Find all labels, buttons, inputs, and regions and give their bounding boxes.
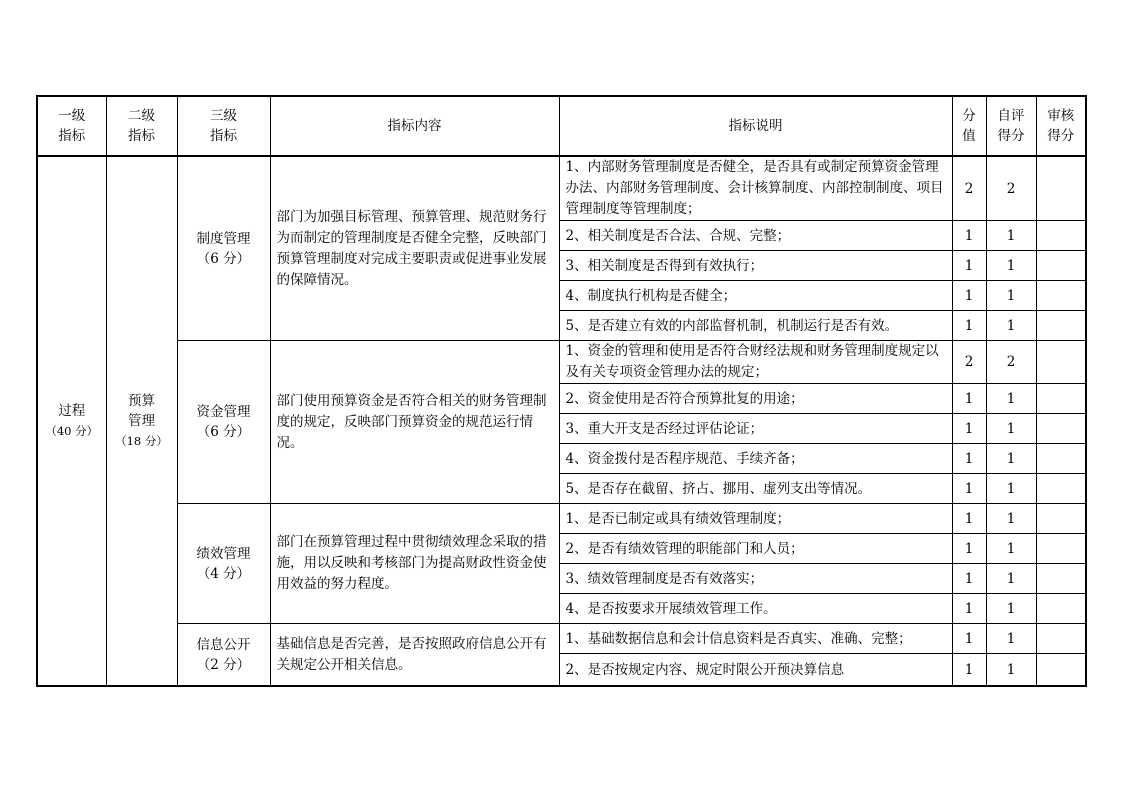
points-cell: 1 <box>952 624 986 654</box>
self-score-cell: 1 <box>986 624 1036 654</box>
points-cell: 2 <box>952 156 986 221</box>
self-score-cell: 1 <box>986 504 1036 534</box>
level3-cell <box>177 156 270 341</box>
level2-cell <box>106 156 177 686</box>
audit-score-cell <box>1036 504 1086 534</box>
level3-score: （2 分） <box>196 656 251 673</box>
points-cell: 1 <box>952 281 986 311</box>
points-cell: 1 <box>952 534 986 564</box>
points-cell: 1 <box>952 504 986 534</box>
header-level3: 三级 指标 <box>177 96 270 156</box>
header-content: 指标内容 <box>270 96 559 156</box>
audit-score-cell <box>1036 156 1086 221</box>
level3-name: 绩效管理 <box>196 545 251 562</box>
description-cell: 2、相关制度是否合法、合规、完整； <box>559 221 952 251</box>
points-cell: 1 <box>952 251 986 281</box>
points-cell: 1 <box>952 311 986 341</box>
description-cell: 2、是否有绩效管理的职能部门和人员； <box>559 534 952 564</box>
level1-score: （40 分） <box>45 424 99 438</box>
points-cell: 1 <box>952 594 986 624</box>
audit-score-cell <box>1036 341 1086 384</box>
content-cell: 部门使用预算资金是否符合相关的财务管理制度的规定，反映部门预算资金的规范运行情况。 <box>270 341 559 504</box>
self-score-cell: 1 <box>986 221 1036 251</box>
self-score-cell: 1 <box>986 474 1036 504</box>
header-level1: 一级 指标 <box>37 96 106 156</box>
level3-score: （6 分） <box>196 250 251 267</box>
self-score-cell: 2 <box>986 341 1036 384</box>
self-score-cell: 1 <box>986 534 1036 564</box>
header-level2: 二级 指标 <box>106 96 177 156</box>
level1-name: 过程 <box>58 403 86 419</box>
self-score-cell: 2 <box>986 156 1036 221</box>
description-cell: 3、重大开支是否经过评估论证； <box>559 414 952 444</box>
table-row <box>37 341 1086 384</box>
header-points: 分 值 <box>952 96 986 156</box>
description-cell: 1、是否已制定或具有绩效管理制度； <box>559 504 952 534</box>
points-cell: 1 <box>952 444 986 474</box>
level3-cell <box>177 341 270 504</box>
level2-name-line1: 预算 <box>128 393 155 409</box>
header-self-score: 自评 得分 <box>986 96 1036 156</box>
level3-cell <box>177 504 270 624</box>
description-cell: 2、资金使用是否符合预算批复的用途； <box>559 384 952 414</box>
description-cell: 3、绩效管理制度是否有效落实； <box>559 564 952 594</box>
level3-name: 资金管理 <box>196 404 251 420</box>
self-score-cell: 1 <box>986 444 1036 474</box>
description-cell: 5、是否存在截留、挤占、挪用、虚列支出等情况。 <box>559 474 952 504</box>
header-description: 指标说明 <box>559 96 952 156</box>
level1-cell <box>37 156 106 686</box>
description-cell: 1、内部财务管理制度是否健全，是否具有或制定预算资金管理办法、内部财务管理制度、会计核算制度、内部控制制度、项目管理制度等管理制度； <box>559 156 952 221</box>
audit-score-cell <box>1036 311 1086 341</box>
description-cell: 2、是否按规定内容、规定时限公开预决算信息 <box>559 654 952 687</box>
audit-score-cell <box>1036 221 1086 251</box>
header-audit-score: 审核 得分 <box>1036 96 1086 156</box>
audit-score-cell <box>1036 251 1086 281</box>
audit-score-cell <box>1036 474 1086 504</box>
points-cell: 1 <box>952 474 986 504</box>
points-cell: 1 <box>952 414 986 444</box>
self-score-cell: 1 <box>986 564 1036 594</box>
points-cell: 1 <box>952 564 986 594</box>
level3-name: 信息公开 <box>196 636 251 653</box>
level3-name: 制度管理 <box>196 230 251 247</box>
table-row <box>37 504 1086 534</box>
audit-score-cell <box>1036 444 1086 474</box>
self-score-cell: 1 <box>986 251 1036 281</box>
table-row <box>37 156 1086 221</box>
level2-name-line2: 管理 <box>128 413 155 429</box>
description-cell: 3、相关制度是否得到有效执行； <box>559 251 952 281</box>
level2-score: （18 分） <box>115 434 168 448</box>
level3-score: （6 分） <box>196 424 251 440</box>
self-score-cell: 1 <box>986 311 1036 341</box>
points-cell: 2 <box>952 341 986 384</box>
self-score-cell: 1 <box>986 414 1036 444</box>
audit-score-cell <box>1036 534 1086 564</box>
points-cell: 1 <box>952 221 986 251</box>
level3-cell <box>177 624 270 687</box>
content-cell: 部门在预算管理过程中贯彻绩效理念采取的措施，用以反映和考核部门为提高财政性资金使用效益的努力程度。 <box>270 504 559 624</box>
content-cell: 基础信息是否完善，是否按照政府信息公开有关规定公开相关信息。 <box>270 624 559 687</box>
self-score-cell: 1 <box>986 594 1036 624</box>
audit-score-cell <box>1036 281 1086 311</box>
description-cell: 1、基础数据信息和会计信息资料是否真实、准确、完整； <box>559 624 952 654</box>
description-cell: 1、资金的管理和使用是否符合财经法规和财务管理制度规定以及有关专项资金管理办法的规定； <box>559 341 952 384</box>
header-row <box>37 96 1086 156</box>
description-cell: 4、制度执行机构是否健全； <box>559 281 952 311</box>
audit-score-cell <box>1036 384 1086 414</box>
table-row <box>37 624 1086 654</box>
audit-score-cell <box>1036 594 1086 624</box>
audit-score-cell <box>1036 654 1086 687</box>
points-cell: 1 <box>952 384 986 414</box>
points-cell: 1 <box>952 654 986 687</box>
audit-score-cell <box>1036 564 1086 594</box>
description-cell: 4、资金拨付是否程序规范、手续齐备； <box>559 444 952 474</box>
self-score-cell: 1 <box>986 654 1036 687</box>
content-cell: 部门为加强目标管理、预算管理、规范财务行为而制定的管理制度是否健全完整，反映部门预算管理制度对完成主要职责或促进事业发展的保障情况。 <box>270 156 559 341</box>
audit-score-cell <box>1036 624 1086 654</box>
level3-score: （4 分） <box>196 565 251 582</box>
audit-score-cell <box>1036 414 1086 444</box>
description-cell: 4、是否按要求开展绩效管理工作。 <box>559 594 952 624</box>
self-score-cell: 1 <box>986 384 1036 414</box>
performance-evaluation-table <box>36 95 1087 687</box>
self-score-cell: 1 <box>986 281 1036 311</box>
description-cell: 5、是否建立有效的内部监督机制，机制运行是否有效。 <box>559 311 952 341</box>
